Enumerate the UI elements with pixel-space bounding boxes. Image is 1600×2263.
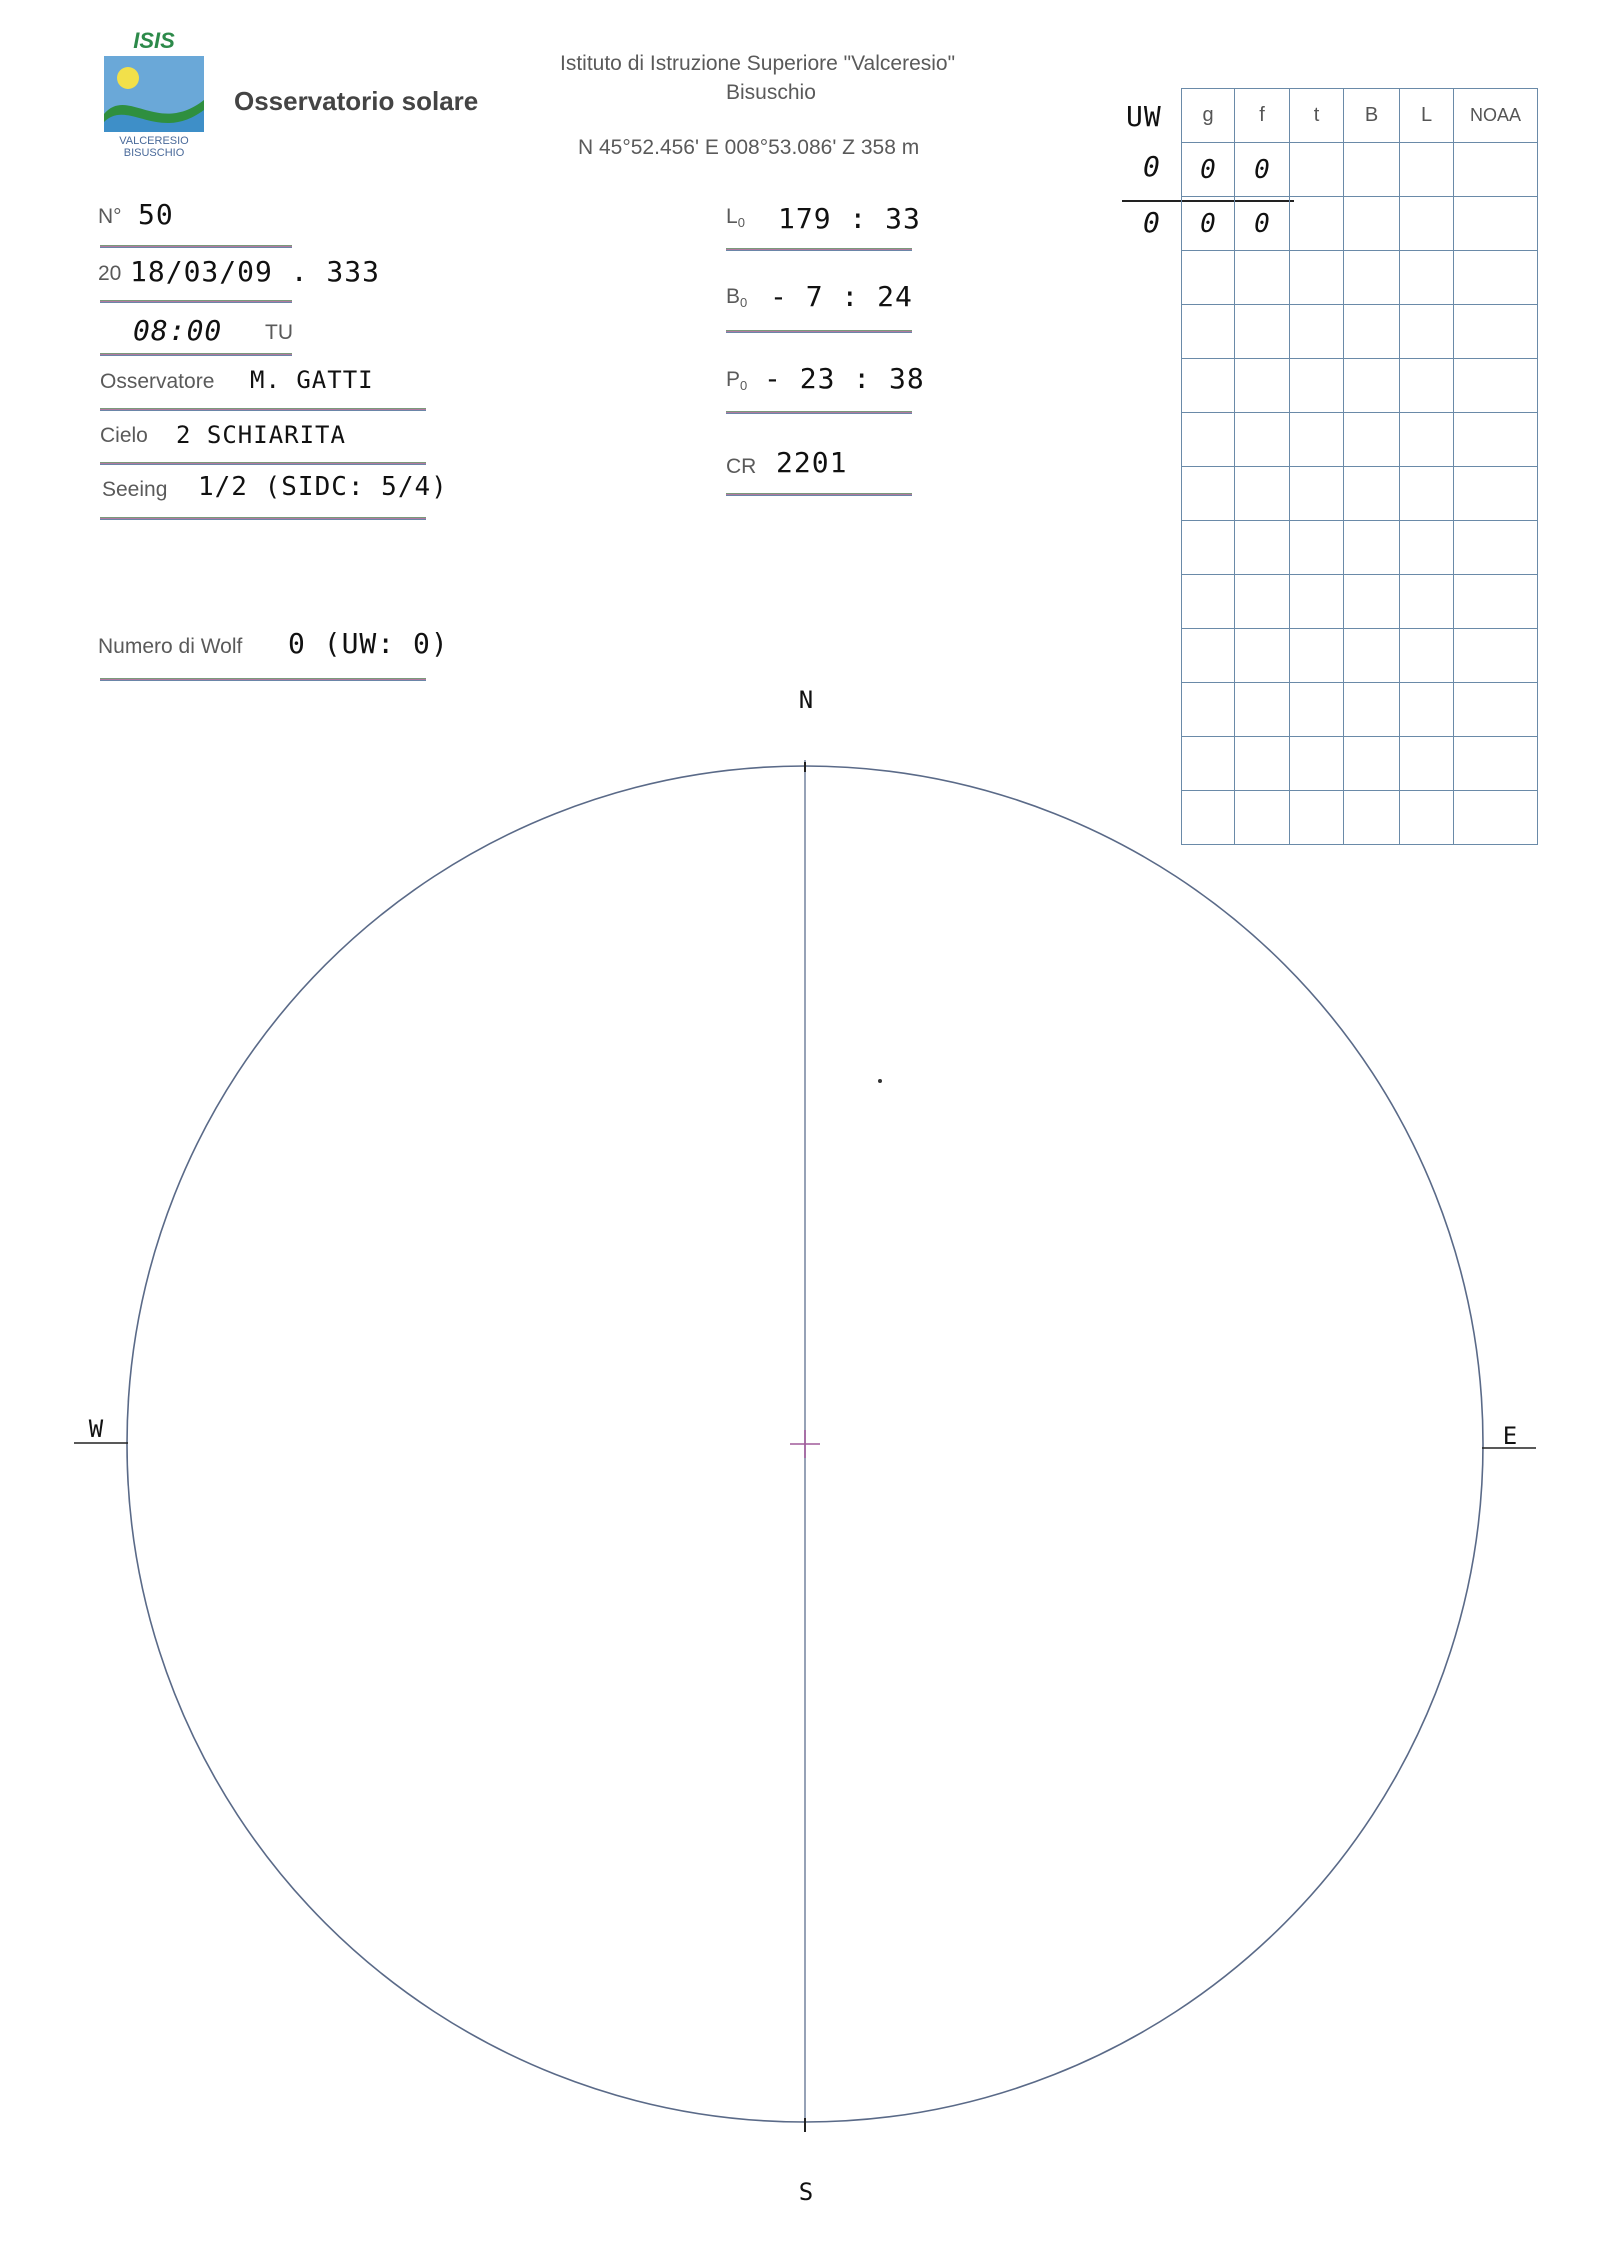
header-noaa: NOAA — [1454, 89, 1538, 143]
l0-value: 179 : 33 — [778, 202, 921, 235]
header-b: B — [1344, 89, 1400, 143]
p0-value: - 23 : 38 — [764, 362, 925, 395]
p0-label: $P_0$ — [726, 368, 748, 393]
date-prefix: 20 — [98, 262, 122, 285]
site-coordinates: N 45°52.456' E 008°53.086' Z 358 m — [578, 136, 920, 159]
seeing-label: Seeing — [102, 478, 168, 501]
b0-label: $B_0$ — [726, 285, 748, 310]
observer-value: M. GATTI — [250, 366, 374, 394]
logo-acronym: ISIS — [133, 28, 175, 53]
time-value: 08:00 — [133, 314, 223, 347]
observer-label: Osservatore — [100, 370, 215, 393]
observatory-title: Osservatorio solare — [234, 86, 479, 116]
seeing-value: 1/2 (SIDC: 5/4) — [198, 472, 448, 502]
sky-value: 2 SCHIARITA — [176, 421, 346, 449]
uw-value-2: 0 — [1143, 206, 1161, 239]
institute-name: Istituto di Istruzione Superiore "Valceresio" — [560, 52, 956, 75]
uw-value-1: 0 — [1143, 150, 1161, 183]
north-label: N — [798, 686, 814, 714]
b0-value: - 7 : 24 — [770, 280, 913, 313]
table-cell: 0 — [1235, 143, 1290, 197]
uw-label: UW — [1126, 100, 1162, 133]
table-cell: 0 — [1182, 143, 1235, 197]
cr-label: CR — [726, 455, 757, 478]
disk-speck — [878, 1079, 882, 1083]
east-label: E — [1502, 1422, 1518, 1450]
number-label: N° — [98, 205, 122, 228]
logo-line2: BISUSCHIO — [123, 147, 185, 158]
l0-label: $L_0$ — [726, 205, 745, 230]
institute-town: Bisuschio — [726, 81, 816, 104]
cr-value: 2201 — [776, 446, 848, 479]
number-value: 50 — [138, 198, 174, 231]
sky-label: Cielo — [100, 424, 148, 447]
header-l: L — [1400, 89, 1454, 143]
time-unit: TU — [265, 321, 293, 344]
header-t: t — [1290, 89, 1344, 143]
logo-line1: VALCERESIO — [119, 135, 189, 147]
south-label: S — [798, 2178, 814, 2206]
table-cell: 0 — [1182, 197, 1235, 251]
wolf-value: 0 (UW: 0) — [288, 627, 449, 660]
header-g: g — [1182, 89, 1235, 143]
date-value: 18/03/09 . 333 — [130, 255, 381, 288]
wolf-label: Numero di Wolf — [98, 635, 243, 658]
table-cell: 0 — [1235, 197, 1290, 251]
header-f: f — [1235, 89, 1290, 143]
west-label: W — [88, 1415, 104, 1443]
